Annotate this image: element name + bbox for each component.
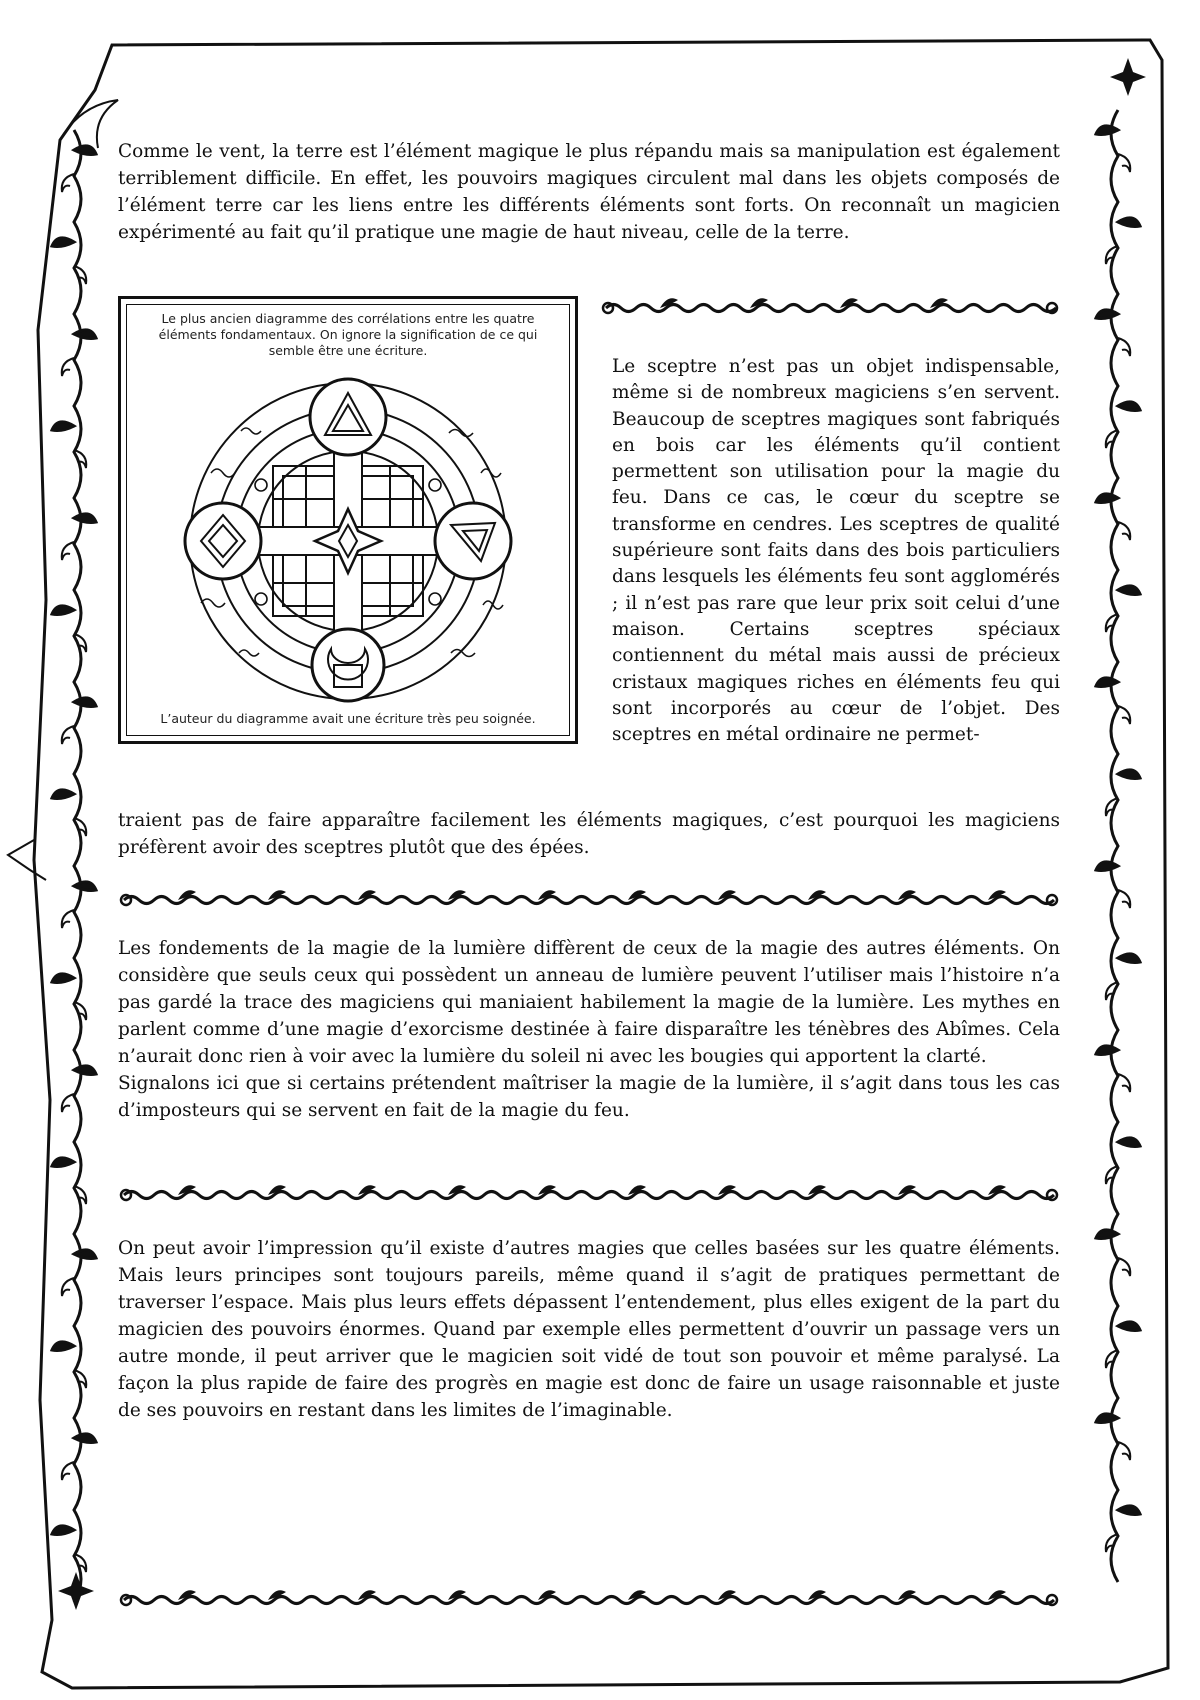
diagram-center-star-icon	[315, 509, 381, 573]
element-medallion-right	[435, 503, 511, 579]
ornament-wave	[606, 305, 1056, 312]
diagram-caption-top: Le plus ancien diagramme des corrélations entre les quatre éléments fondamentaux. On ignore la signification de ce qui semble être une écriture.	[158, 311, 538, 358]
element-left-diamond-icon	[201, 515, 245, 567]
scepter-paragraph: Le sceptre n’est pas un objet indispensable, même si de nombreux magiciens s’en servent. Beaucoup de sceptres magiques sont fabriqués en bois car les éléments qu’il contient permettent son utilisation pour la magie du feu. Dans ce cas, le cœur du sceptre se transforme en cendres. Les sceptres de qualité supérieure sont faits dans des bois particuliers dans lesquels les éléments feu sont agglomérés ; il n’est pas rare que leur prix soit celui d’une maison. Certains sceptres spéciaux contiennent du métal mais aussi de précieux cristaux magiques riches en éléments feu qui sont incorporés au cœur de l’objet. Des sceptres en métal ordinaire ne permet-	[612, 356, 1060, 746]
diagram-caption-bottom: L’auteur du diagramme avait une écriture très peu soignée.	[160, 711, 536, 726]
ornament-divider-lower	[118, 1175, 1060, 1215]
element-medallion-bottom	[312, 629, 384, 701]
diagram-middle-ring	[236, 429, 460, 653]
diagram-cross-horizontal	[223, 527, 473, 555]
diagram-inner-ring	[258, 451, 438, 631]
element-right-shard-icon	[451, 523, 495, 561]
diagram-outer-ring-inner	[216, 409, 480, 673]
scepter-paragraph-continued: traient pas de faire apparaître facilement les éléments magiques, c’est pourquoi les magiciens préfèrent avoir des sceptres plutôt que des épées.	[118, 810, 1060, 858]
diagram-center-diamond	[339, 525, 357, 557]
ornament-divider-middle	[118, 880, 1060, 920]
diagram-glyph-ring	[201, 428, 503, 657]
element-top-triangle-icon	[325, 393, 371, 435]
light-magic-paragraph	[118, 935, 1060, 1124]
ornament-wave	[124, 1597, 1054, 1604]
elements-diagram-figure	[118, 296, 578, 744]
element-medallion-top	[310, 379, 386, 455]
elements-diagram-illustration	[151, 353, 545, 705]
element-bottom-block	[334, 665, 362, 687]
ornament-divider-top	[600, 288, 1060, 328]
diagram-inner-square	[273, 466, 423, 616]
earth-magic-text: Comme le vent, la terre est l’élément magique le plus répandu mais sa manipulation est également terriblement difficile. En effet, les pouvoirs magiques circulent mal dans les objets composés de l’élément terre car les liens entre les différents éléments sont forts. On reconnaît un magicien expérimenté au fait qu’il pratique une magie de haut niveau, celle de la terre.	[118, 141, 1060, 243]
element-medallion-left	[185, 503, 261, 579]
light-magic-note: Signalons ici que si certains prétendent maîtriser la magie de la lumière, il s’agit dans tous les cas d’imposteurs qui se servent en fait de la magie du feu.	[118, 1073, 1060, 1121]
light-magic-text: Les fondements de la magie de la lumière diffèrent de ceux de la magie des autres éléments. On considère que seuls ceux qui possèdent un anneau de lumière peuvent l’utiliser mais l’histoire n’a pas gardé la trace des magiciens qui maniaient habilement la magie de la lumière. Les mythes en parlent comme d’une magie d’exorcisme destinée à faire disparaître les ténèbres des Abîmes. Cela n’aurait donc rien à voir avec la lumière du soleil ni avec les bougies qui apportent la clarté.	[118, 938, 1060, 1067]
element-bottom-crescent-icon	[328, 649, 368, 680]
diagram-inner-square-2	[283, 476, 413, 606]
ornament-divider-bottom	[118, 1580, 1060, 1620]
diagram-outer-ring	[190, 383, 506, 699]
diagram-cross-vertical	[334, 419, 362, 663]
ornament-wave	[124, 1192, 1054, 1199]
earth-magic-paragraph	[118, 138, 1060, 246]
ornament-wave	[124, 897, 1054, 904]
other-magics-paragraph	[118, 1235, 1060, 1424]
other-magics-text: On peut avoir l’impression qu’il existe d’autres magies que celles basées sur les quatre éléments. Mais leurs principes sont toujours pareils, même quand il s’agit de pratiques permettant de traverser l’espace. Mais plus leurs effets dépassent l’entendement, plus elles exigent de la part du magicien des pouvoirs énormes. Quand par exemple elles permettent d’ouvrir un passage vers un autre monde, il peut arriver que le magicien soit vidé de tout son pouvoir et même paralysé. La façon la plus rapide de faire des progrès en magie est donc de faire un usage raisonnable et juste de ses pouvoirs en restant dans les limites de l’imaginable.	[118, 1238, 1060, 1421]
